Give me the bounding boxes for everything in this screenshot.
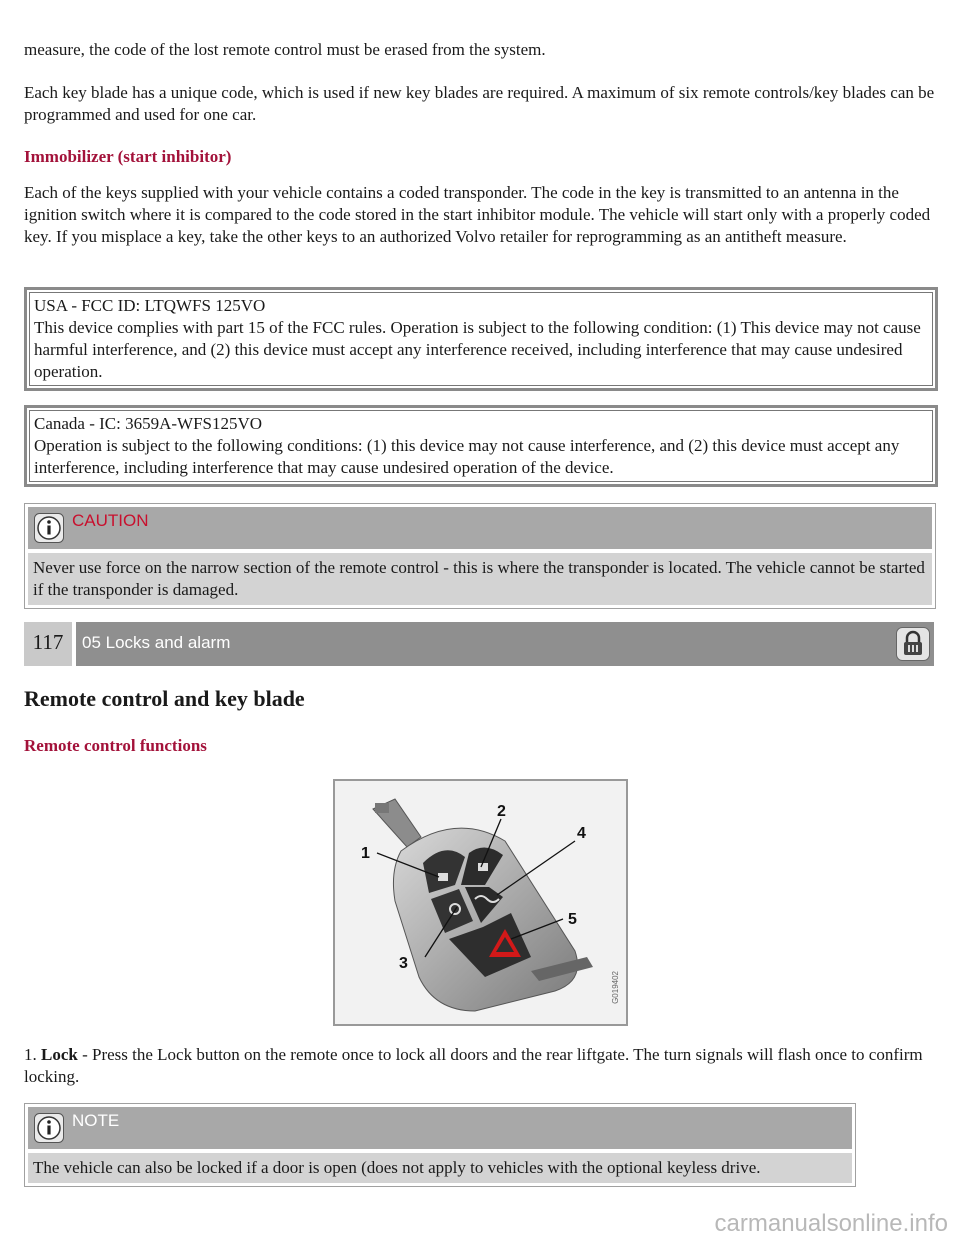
caution-label: CAUTION [72, 511, 149, 530]
section-title: 05 Locks and alarm [82, 633, 231, 652]
callout-1: 1 [361, 845, 370, 862]
callout-2: 2 [497, 803, 506, 820]
paragraph-immobilizer: Each of the keys supplied with your vehicle contains a coded transponder. The code in the key is transmitted to an antenna in the ignition switch where it is compared to the code stored in the start inhibitor module. The vehicle will start only with a properly coded key. If you misplace a key, take the other keys to an authorized Volvo retailer for reprogramming as an antitheft measure. [24, 183, 931, 246]
paragraph-intro: measure, the code of the lost remote control must be erased from the system. [24, 40, 546, 59]
figure-code: G019402 [611, 971, 620, 1004]
info-icon [34, 1113, 64, 1143]
paragraph-key-blades: Each key blade has a unique code, which is used if new key blades are required. A maximum of six remote controls/key blades can be programmed and used for one car. [24, 83, 935, 124]
ic-canada-title: Canada - IC: 3659A-WFS125VO [34, 414, 263, 433]
info-icon [34, 513, 64, 543]
lock-icon [896, 627, 930, 661]
immobilizer-heading: Immobilizer (start inhibitor) [24, 147, 232, 166]
watermark: carmanualsonline.info [714, 1210, 948, 1237]
section-bar [76, 622, 934, 666]
ic-canada-box [24, 405, 938, 487]
note-box [24, 1103, 856, 1187]
remote-control-illustration [335, 781, 626, 1024]
fcc-usa-box [24, 287, 938, 391]
note-label: NOTE [72, 1111, 120, 1130]
page-number: 117 [24, 622, 72, 666]
remote-functions-heading: Remote control functions [24, 736, 207, 755]
caution-box [24, 503, 936, 609]
section-header [24, 622, 936, 666]
item-lock-term: Lock [41, 1045, 78, 1064]
item-lock [24, 1044, 936, 1088]
remote-control-figure [333, 779, 628, 1026]
note-text: The vehicle can also be locked if a door is open (does not apply to vehicles with the optional keyless drive. [28, 1153, 852, 1183]
callout-5: 5 [568, 911, 577, 928]
caution-text: Never use force on the narrow section of the remote control - this is where the transponder is located. The vehicle cannot be started if the transponder is damaged. [28, 553, 932, 605]
page-title: Remote control and key blade [24, 686, 305, 711]
fcc-usa-title: USA - FCC ID: LTQWFS 125VO [34, 296, 266, 315]
callout-4: 4 [577, 825, 586, 842]
item-lock-text: - Press the Lock button on the remote once to lock all doors and the rear liftgate. The turn signals will flash once to confirm locking. [24, 1045, 923, 1086]
item-lock-number: 1. [24, 1045, 37, 1064]
fcc-usa-text: This device complies with part 15 of the FCC rules. Operation is subject to the following condition: (1) This device may not cause harmful interference, and (2) this device must accept any interference received, including interference that may cause undesired operation. [34, 318, 921, 381]
callout-3: 3 [399, 955, 408, 972]
ic-canada-text: Operation is subject to the following conditions: (1) this device may not cause interference, and (2) this device must accept any interference, including interference that may cause undesired operation of the device. [34, 436, 900, 477]
